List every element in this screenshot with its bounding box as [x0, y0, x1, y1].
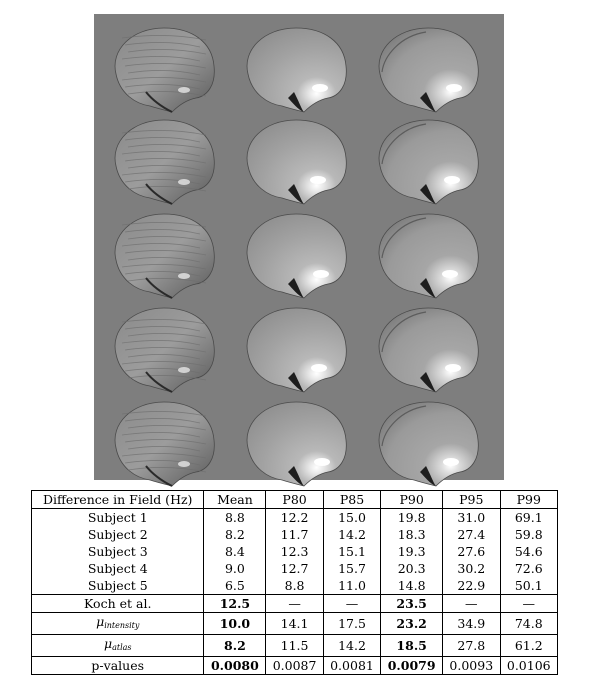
cell: 8.8 — [266, 577, 323, 595]
mu-atlas-row — [32, 635, 558, 657]
cell: 30.2 — [443, 560, 500, 577]
cell: 0.0081 — [323, 657, 380, 675]
table-row — [32, 509, 558, 527]
cell: 0.0079 — [381, 657, 443, 675]
cell: 19.8 — [381, 509, 443, 527]
mu-intensity-row — [32, 613, 558, 635]
table-row — [32, 577, 558, 595]
row-label — [32, 613, 204, 635]
mu-symbol: μ — [103, 636, 113, 651]
table-row — [32, 560, 558, 577]
cell: 69.1 — [500, 509, 557, 527]
cell: 27.8 — [443, 635, 500, 657]
row-label: Subject 3 — [32, 543, 204, 560]
brain-field-map-grid — [94, 14, 504, 480]
cell: 12.5 — [204, 595, 266, 613]
cell: 12.7 — [266, 560, 323, 577]
cell: 9.0 — [204, 560, 266, 577]
cell: 14.2 — [323, 526, 380, 543]
cell: 11.5 — [266, 635, 323, 657]
cell: — — [323, 595, 380, 613]
field-difference-table — [31, 490, 558, 675]
row-label: Koch et al. — [32, 595, 204, 613]
field-map-atlas-panel — [370, 302, 486, 394]
cell: 74.8 — [500, 613, 557, 635]
row-label: Subject 2 — [32, 526, 204, 543]
cell: 61.2 — [500, 635, 557, 657]
difference-map-panel — [106, 114, 222, 206]
cell: 14.1 — [266, 613, 323, 635]
cell: 14.2 — [323, 635, 380, 657]
cell: 8.2 — [204, 526, 266, 543]
cell: 8.8 — [204, 509, 266, 527]
table-header-row — [32, 491, 558, 509]
field-map-atlas-panel — [370, 22, 486, 114]
cell: 15.1 — [323, 543, 380, 560]
cell: 50.1 — [500, 577, 557, 595]
mu-subscript: intensity — [104, 621, 140, 630]
field-map-atlas-panel — [370, 396, 486, 488]
cell: 54.6 — [500, 543, 557, 560]
cell: 19.3 — [381, 543, 443, 560]
difference-map-panel — [106, 396, 222, 488]
cell: 27.4 — [443, 526, 500, 543]
cell: 34.9 — [443, 613, 500, 635]
cell: 10.0 — [204, 613, 266, 635]
row-label: p-values — [32, 657, 204, 675]
cell: 18.3 — [381, 526, 443, 543]
header-cell: Difference in Field (Hz) — [32, 491, 204, 509]
row-label: Subject 1 — [32, 509, 204, 527]
cell: 15.7 — [323, 560, 380, 577]
field-map-intensity-panel — [238, 114, 354, 206]
header-cell: P85 — [323, 491, 380, 509]
cell: 12.2 — [266, 509, 323, 527]
field-map-intensity-panel — [238, 302, 354, 394]
cell: 11.7 — [266, 526, 323, 543]
cell: 17.5 — [323, 613, 380, 635]
field-map-intensity-panel — [238, 396, 354, 488]
field-map-atlas-panel — [370, 114, 486, 206]
cell: 23.2 — [381, 613, 443, 635]
table-row — [32, 526, 558, 543]
field-map-intensity-panel — [238, 22, 354, 114]
cell: 0.0080 — [204, 657, 266, 675]
cell: 0.0106 — [500, 657, 557, 675]
cell: 59.8 — [500, 526, 557, 543]
row-label: Subject 4 — [32, 560, 204, 577]
cell: 22.9 — [443, 577, 500, 595]
cell: 0.0093 — [443, 657, 500, 675]
header-cell: Mean — [204, 491, 266, 509]
cell: — — [443, 595, 500, 613]
pvalues-row — [32, 657, 558, 675]
row-label: Subject 5 — [32, 577, 204, 595]
difference-map-panel — [106, 208, 222, 300]
cell: 8.2 — [204, 635, 266, 657]
table-row — [32, 543, 558, 560]
cell: 72.6 — [500, 560, 557, 577]
difference-map-panel — [106, 22, 222, 114]
cell: 0.0087 — [266, 657, 323, 675]
koch-row — [32, 595, 558, 613]
field-map-intensity-panel — [238, 208, 354, 300]
cell: 23.5 — [381, 595, 443, 613]
cell: 6.5 — [204, 577, 266, 595]
cell: 18.5 — [381, 635, 443, 657]
header-cell: P95 — [443, 491, 500, 509]
cell: 27.6 — [443, 543, 500, 560]
field-map-atlas-panel — [370, 208, 486, 300]
cell: — — [266, 595, 323, 613]
cell: 14.8 — [381, 577, 443, 595]
cell: — — [500, 595, 557, 613]
mu-symbol: μ — [96, 614, 105, 629]
cell: 11.0 — [323, 577, 380, 595]
cell: 12.3 — [266, 543, 323, 560]
cell: 15.0 — [323, 509, 380, 527]
cell: 20.3 — [381, 560, 443, 577]
difference-map-panel — [106, 302, 222, 394]
cell: 8.4 — [204, 543, 266, 560]
cell: 31.0 — [443, 509, 500, 527]
row-label — [32, 635, 204, 657]
header-cell: P80 — [266, 491, 323, 509]
mu-subscript: atlas — [112, 643, 132, 652]
header-cell: P99 — [500, 491, 557, 509]
header-cell: P90 — [381, 491, 443, 509]
